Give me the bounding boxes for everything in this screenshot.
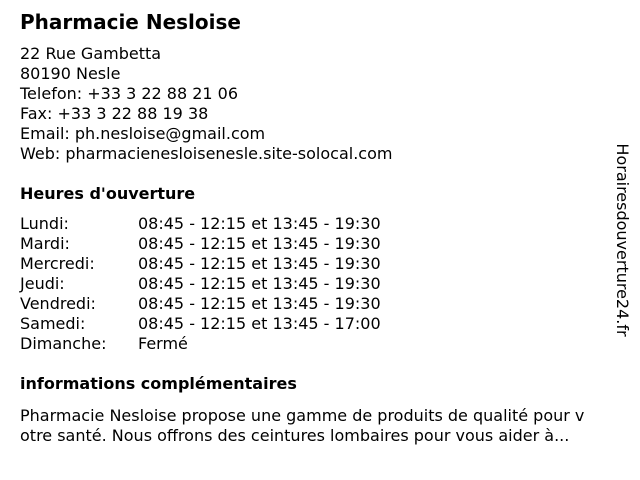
address-street: 22 Rue Gambetta bbox=[20, 44, 162, 63]
hours-day: Mercredi: bbox=[20, 254, 95, 273]
info-description bbox=[20, 406, 632, 446]
info-heading: informations complémentaires bbox=[20, 374, 297, 393]
hours-time: 08:45 - 12:15 et 13:45 - 17:00 bbox=[138, 314, 381, 333]
address-city: 80190 Nesle bbox=[20, 64, 121, 83]
hours-heading: Heures d'ouverture bbox=[20, 184, 196, 203]
email-address: Email: ph.nesloise@gmail.com bbox=[20, 124, 266, 143]
site-watermark: Horairesdouverture24.fr bbox=[613, 143, 632, 337]
hours-day: Jeudi: bbox=[20, 274, 65, 293]
contact-block bbox=[20, 44, 392, 164]
hours-day: Samedi: bbox=[20, 314, 86, 333]
hours-day: Mardi: bbox=[20, 234, 70, 253]
hours-time: 08:45 - 12:15 et 13:45 - 19:30 bbox=[138, 214, 381, 233]
info-line: otre santé. Nous offrons des ceintures lombaires pour vous aider à... bbox=[20, 426, 570, 445]
hours-day: Vendredi: bbox=[20, 294, 96, 313]
fax-number: Fax: +33 3 22 88 19 38 bbox=[20, 104, 209, 123]
phone-number: Telefon: +33 3 22 88 21 06 bbox=[20, 84, 239, 103]
pharmacy-name: Pharmacie Nesloise bbox=[20, 10, 241, 34]
hours-time: 08:45 - 12:15 et 13:45 - 19:30 bbox=[138, 294, 381, 313]
hours-time: 08:45 - 12:15 et 13:45 - 19:30 bbox=[138, 254, 381, 273]
hours-day: Dimanche: bbox=[20, 334, 107, 353]
hours-time: Fermé bbox=[138, 334, 188, 353]
hours-time: 08:45 - 12:15 et 13:45 - 19:30 bbox=[138, 234, 381, 253]
hours-day: Lundi: bbox=[20, 214, 69, 233]
website-url: Web: pharmacienesloisenesle.site-solocal.com bbox=[20, 144, 393, 163]
hours-time: 08:45 - 12:15 et 13:45 - 19:30 bbox=[138, 274, 381, 293]
info-line: Pharmacie Nesloise propose une gamme de produits de qualité pour v bbox=[20, 406, 585, 425]
